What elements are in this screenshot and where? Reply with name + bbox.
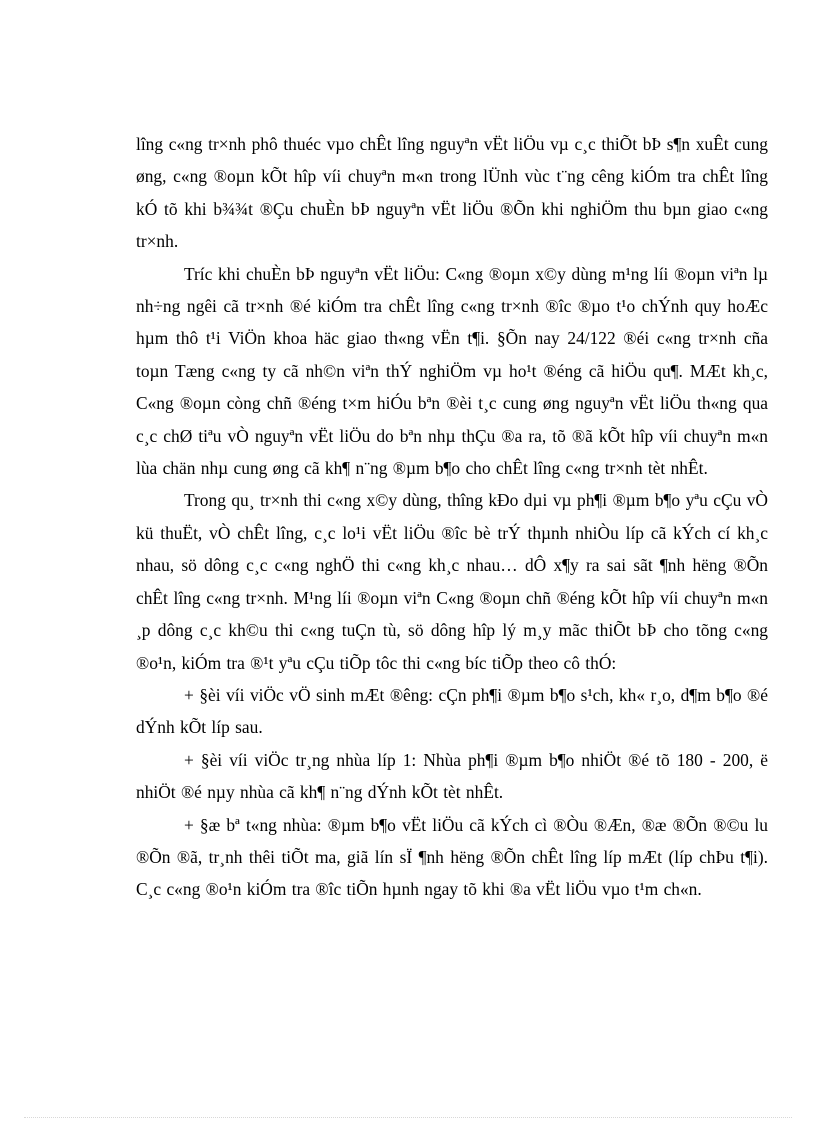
paragraph-5: + §èi víi viÖc tr¸ng nhùa líp 1: Nhùa ph¶i ®µm b¶o nhiÖt ®é tõ 180 - 200, ë nhiÖt ®é nµy nhùa cã kh¶ n¨ng dÝnh kÕt tèt nhÊt. bbox=[136, 749, 768, 803]
paragraph-1: lîng c«ng tr×nh phô thuéc vµo chÊt lîng nguyªn vËt liÖu vµ c¸c thiÕt bÞ s¶n xuÊt cung øng, c«ng ®oµn kÕt hîp víi chuyªn m«n trong lÜnh vùc t¨ng cêng kiÓm tra chÊt lîng kÓ tõ khi b¾¾t ®Çu chuÈn bÞ nguyªn vËt liÖu ®Õn khi nghiÖm thu bµn giao c«ng tr×nh. bbox=[136, 134, 768, 252]
paragraph-2: Tríc khi chuÈn bÞ nguyªn vËt liÖu: C«ng ®oµn x©y dùng m¹ng líi ®oµn viªn lµ nh÷ng ngêi cã tr×nh ®é kiÓm tra chÊt lîng c«ng tr×nh ®îc ®µo t¹o chÝnh quy hoÆc hµm thô t¹i ViÖn khoa häc giao th«ng vËn t¶i. §Õn nay 24/122 ®éi c«ng tr×nh cña toµn Tæng c«ng ty cã nh©n viªn thÝ nghiÖm vµ ho¹t ®éng cã hiÖu qu¶. MÆt kh¸c, C«ng ®oµn còng chñ ®éng t×m hiÓu bªn ®èi t¸c cung øng nguyªn vËt liÖu th«ng qua c¸c chØ tiªu vÒ nguyªn vËt liÖu do bªn nhµ thÇu ®a ra, tõ ®ã kÕt hîp víi chuyªn m«n lùa chän nhµ cung øng cã kh¶ n¨ng ®µm b¶o cho chÊt lîng c«ng tr×nh tèt nhÊt. bbox=[136, 263, 768, 479]
document-body bbox=[136, 128, 768, 906]
paragraph-4: + §èi víi viÖc vÖ sinh mÆt ®êng: cÇn ph¶i ®µm b¶o s¹ch, kh« r¸o, d¶m b¶o ®é dÝnh kÕt líp sau. bbox=[136, 684, 768, 738]
page-bottom-divider bbox=[24, 1117, 792, 1118]
paragraph-6: + §æ bª t«ng nhùa: ®µm b¶o vËt liÖu cã kÝch cì ®Òu ®Æn, ®æ ®Õn ®©u lu ®Õn ®ã, tr¸nh thêi tiÕt ma, giã lín sÏ ¶nh hëng ®Õn chÊt lîng líp mÆt (líp chÞu t¶i). C¸c c«ng ®o¹n kiÓm tra ®îc tiÕn hµnh ngay tõ khi ®a vËt liÖu vµo t¹m ch«n. bbox=[136, 814, 768, 900]
paragraph-3: Trong qu¸ tr×nh thi c«ng x©y dùng, thîng kÐo dµi vµ ph¶i ®µm b¶o yªu cÇu vÒ kü thuËt, vÒ chÊt lîng, c¸c lo¹i vËt liÖu ®îc bè trÝ thµnh nhiÒu líp cã kÝch cí kh¸c nhau, sö dông c¸c c«ng nghÖ thi c«ng kh¸c nhau… dÔ x¶y ra sai sãt ¶nh hëng ®Õn chÊt lîng c«ng tr×nh. M¹ng líi ®oµn viªn C«ng ®oµn chñ ®éng kÕt hîp víi chuyªn m«n ¸p dông c¸c kh©u thi c«ng tuÇn tù, sö dông hîp lý m¸y mãc thiÕt bÞ cho tõng c«ng ®o¹n, kiÓm tra ®¹t yªu cÇu tiÕp tôc thi c«ng bíc tiÕp theo cô thÓ: bbox=[136, 490, 768, 673]
